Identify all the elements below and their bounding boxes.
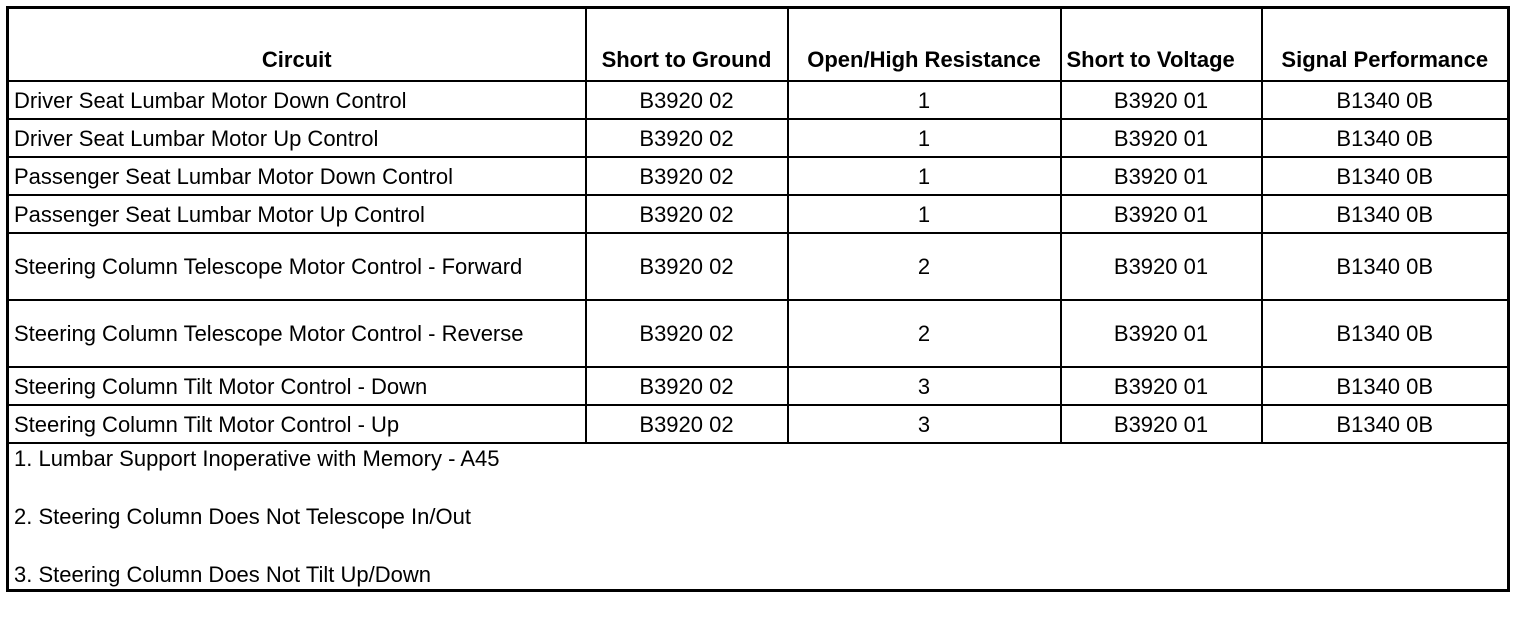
short-to-voltage-cell: B3920 01 <box>1061 81 1262 119</box>
short-to-ground-cell: B3920 02 <box>586 81 788 119</box>
open-high-resistance-cell: 1 <box>788 119 1061 157</box>
header-short-to-ground: Short to Ground <box>586 8 788 82</box>
header-row <box>8 8 1509 82</box>
short-to-ground-cell: B3920 02 <box>586 300 788 367</box>
table-row <box>8 195 1509 233</box>
signal-performance-cell: B1340 0B <box>1262 119 1509 157</box>
short-to-ground-cell: B3920 02 <box>586 405 788 443</box>
open-high-resistance-cell: 3 <box>788 367 1061 405</box>
signal-performance-cell: B1340 0B <box>1262 157 1509 195</box>
short-to-ground-cell: B3920 02 <box>586 119 788 157</box>
circuit-cell: Steering Column Telescope Motor Control - Forward <box>8 233 586 300</box>
footnote-1: 1. Lumbar Support Inoperative with Memory - A45 <box>14 446 500 471</box>
open-high-resistance-cell: 1 <box>788 157 1061 195</box>
short-to-voltage-cell: B3920 01 <box>1061 367 1262 405</box>
open-high-resistance-cell: 2 <box>788 300 1061 367</box>
table-row <box>8 233 1509 300</box>
header-open-high-resistance: Open/High Resistance <box>788 8 1061 82</box>
footnote-2: 2. Steering Column Does Not Telescope In/Out <box>14 504 471 529</box>
notes-row <box>8 443 1509 591</box>
open-high-resistance-cell: 2 <box>788 233 1061 300</box>
signal-performance-cell: B1340 0B <box>1262 195 1509 233</box>
short-to-ground-cell: B3920 02 <box>586 367 788 405</box>
diagnostic-circuit-table <box>6 6 1510 592</box>
table-row <box>8 405 1509 443</box>
open-high-resistance-cell: 1 <box>788 195 1061 233</box>
short-to-ground-cell: B3920 02 <box>586 157 788 195</box>
header-circuit: Circuit <box>8 8 586 82</box>
table-row <box>8 367 1509 405</box>
open-high-resistance-cell: 3 <box>788 405 1061 443</box>
signal-performance-cell: B1340 0B <box>1262 367 1509 405</box>
circuit-cell: Passenger Seat Lumbar Motor Down Control <box>8 157 586 195</box>
circuit-cell: Passenger Seat Lumbar Motor Up Control <box>8 195 586 233</box>
short-to-ground-cell: B3920 02 <box>586 195 788 233</box>
header-signal-performance: Signal Performance <box>1262 8 1509 82</box>
signal-performance-cell: B1340 0B <box>1262 300 1509 367</box>
short-to-voltage-cell: B3920 01 <box>1061 300 1262 367</box>
circuit-cell: Steering Column Tilt Motor Control - Up <box>8 405 586 443</box>
table-row <box>8 157 1509 195</box>
table-row <box>8 300 1509 367</box>
short-to-voltage-cell: B3920 01 <box>1061 157 1262 195</box>
short-to-ground-cell: B3920 02 <box>586 233 788 300</box>
circuit-cell: Steering Column Tilt Motor Control - Down <box>8 367 586 405</box>
short-to-voltage-cell: B3920 01 <box>1061 119 1262 157</box>
table-row <box>8 119 1509 157</box>
short-to-voltage-cell: B3920 01 <box>1061 195 1262 233</box>
signal-performance-cell: B1340 0B <box>1262 233 1509 300</box>
open-high-resistance-cell: 1 <box>788 81 1061 119</box>
signal-performance-cell: B1340 0B <box>1262 81 1509 119</box>
short-to-voltage-cell: B3920 01 <box>1061 405 1262 443</box>
notes-cell <box>8 443 1509 591</box>
header-short-to-voltage: Short to Voltage <box>1061 8 1262 82</box>
circuit-cell: Steering Column Telescope Motor Control - Reverse <box>8 300 586 367</box>
circuit-cell: Driver Seat Lumbar Motor Down Control <box>8 81 586 119</box>
table-row <box>8 81 1509 119</box>
short-to-voltage-cell: B3920 01 <box>1061 233 1262 300</box>
footnote-3: 3. Steering Column Does Not Tilt Up/Down <box>14 562 431 587</box>
signal-performance-cell: B1340 0B <box>1262 405 1509 443</box>
circuit-cell: Driver Seat Lumbar Motor Up Control <box>8 119 586 157</box>
